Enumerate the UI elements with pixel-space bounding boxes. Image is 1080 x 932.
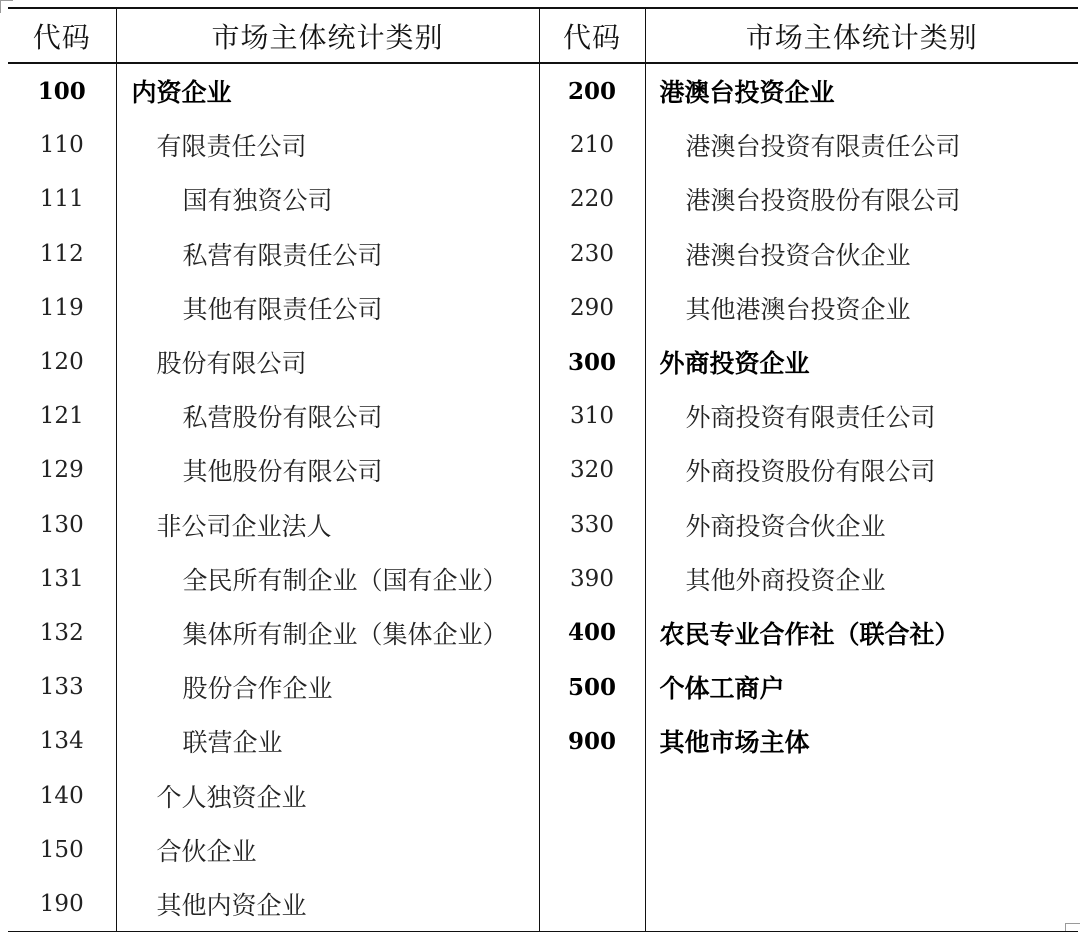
left-category-cell: 内资企业 xyxy=(116,63,539,118)
right-category-cell xyxy=(645,823,1078,877)
right-category-cell: 港澳台投资股份有限公司 xyxy=(685,186,961,216)
left-code-cell: 110 xyxy=(8,118,116,172)
table-row xyxy=(8,172,1078,226)
right-code-cell: 900 xyxy=(539,714,645,768)
left-category-cell: 非公司企业法人 xyxy=(116,498,539,552)
left-code-cell: 100 xyxy=(8,63,116,118)
left-code-cell: 140 xyxy=(8,768,116,822)
left-code-cell: 131 xyxy=(8,552,116,606)
right-category-cell: 外商投资有限责任公司 xyxy=(685,403,936,433)
table-row xyxy=(8,118,1078,172)
table-row xyxy=(8,877,1078,932)
table-row xyxy=(8,389,1078,443)
table-row xyxy=(8,714,1078,768)
right-category-cell: 外商投资合伙企业 xyxy=(685,511,886,541)
right-category-cell: 港澳台投资有限责任公司 xyxy=(685,132,961,162)
left-code-cell: 112 xyxy=(8,227,116,281)
left-category-cell: 全民所有制企业（国有企业） xyxy=(116,552,539,606)
left-code-cell: 150 xyxy=(8,823,116,877)
left-category-cell: 股份合作企业 xyxy=(116,660,539,714)
right-category-cell xyxy=(645,877,1078,932)
left-code-cell: 119 xyxy=(8,281,116,335)
table-row xyxy=(8,227,1078,281)
right-code-cell: 320 xyxy=(539,443,645,497)
left-code-cell: 111 xyxy=(8,172,116,226)
right-code-cell: 390 xyxy=(539,552,645,606)
right-category-cell: 个体工商户 xyxy=(659,674,785,704)
table-row xyxy=(8,823,1078,877)
left-code-cell: 134 xyxy=(8,714,116,768)
table-row xyxy=(8,552,1078,606)
left-category-cell: 私营有限责任公司 xyxy=(116,227,539,281)
right-category-cell: 其他市场主体 xyxy=(659,728,810,758)
right-category-cell: 港澳台投资企业 xyxy=(659,78,835,108)
left-category-cell: 合伙企业 xyxy=(116,823,539,877)
table-row xyxy=(8,606,1078,660)
left-code-cell: 130 xyxy=(8,498,116,552)
right-category-cell: 外商投资企业 xyxy=(659,349,810,379)
left-category-cell: 联营企业 xyxy=(116,714,539,768)
right-category-cell: 外商投资股份有限公司 xyxy=(685,457,936,487)
table-row xyxy=(8,281,1078,335)
right-category-cell: 其他港澳台投资企业 xyxy=(685,294,911,324)
right-code-cell: 290 xyxy=(539,281,645,335)
left-category-cell: 股份有限公司 xyxy=(116,335,539,389)
right-code-cell: 210 xyxy=(539,118,645,172)
left-category-cell: 国有独资公司 xyxy=(116,172,539,226)
left-category-cell: 其他股份有限公司 xyxy=(116,443,539,497)
left-category-cell: 其他有限责任公司 xyxy=(116,281,539,335)
left-code-cell: 121 xyxy=(8,389,116,443)
table-row xyxy=(8,768,1078,822)
left-category-cell: 集体所有制企业（集体企业） xyxy=(116,606,539,660)
left-category-cell: 其他内资企业 xyxy=(116,877,539,932)
header-category-left: 市场主体统计类别 xyxy=(116,8,539,63)
table-body xyxy=(8,63,1078,932)
header-code-left: 代码 xyxy=(8,8,116,63)
left-category-cell: 个人独资企业 xyxy=(116,768,539,822)
right-category-cell: 农民专业合作社（联合社） xyxy=(659,619,960,649)
right-code-cell: 220 xyxy=(539,172,645,226)
table-row xyxy=(8,660,1078,714)
table-row xyxy=(8,443,1078,497)
table-row xyxy=(8,498,1078,552)
left-code-cell: 133 xyxy=(8,660,116,714)
right-category-cell: 其他外商投资企业 xyxy=(685,565,886,595)
right-code-cell: 400 xyxy=(539,606,645,660)
left-code-cell: 190 xyxy=(8,877,116,932)
right-category-cell xyxy=(645,768,1078,822)
header-category-right: 市场主体统计类别 xyxy=(645,8,1078,63)
right-code-cell: 330 xyxy=(539,498,645,552)
left-code-cell: 129 xyxy=(8,443,116,497)
market-entity-category-table xyxy=(8,7,1078,932)
left-code-cell: 132 xyxy=(8,606,116,660)
header-code-right: 代码 xyxy=(539,8,645,63)
table-header-row xyxy=(8,8,1078,63)
right-code-cell xyxy=(539,823,645,877)
right-code-cell: 230 xyxy=(539,227,645,281)
left-code-cell: 120 xyxy=(8,335,116,389)
right-code-cell: 310 xyxy=(539,389,645,443)
table-row xyxy=(8,335,1078,389)
right-code-cell: 500 xyxy=(539,660,645,714)
left-category-cell: 有限责任公司 xyxy=(116,118,539,172)
right-code-cell: 300 xyxy=(539,335,645,389)
left-category-cell: 私营股份有限公司 xyxy=(116,389,539,443)
right-code-cell: 200 xyxy=(539,63,645,118)
table-row xyxy=(8,63,1078,118)
right-category-cell: 港澳台投资合伙企业 xyxy=(685,240,911,270)
right-code-cell xyxy=(539,877,645,932)
right-code-cell xyxy=(539,768,645,822)
